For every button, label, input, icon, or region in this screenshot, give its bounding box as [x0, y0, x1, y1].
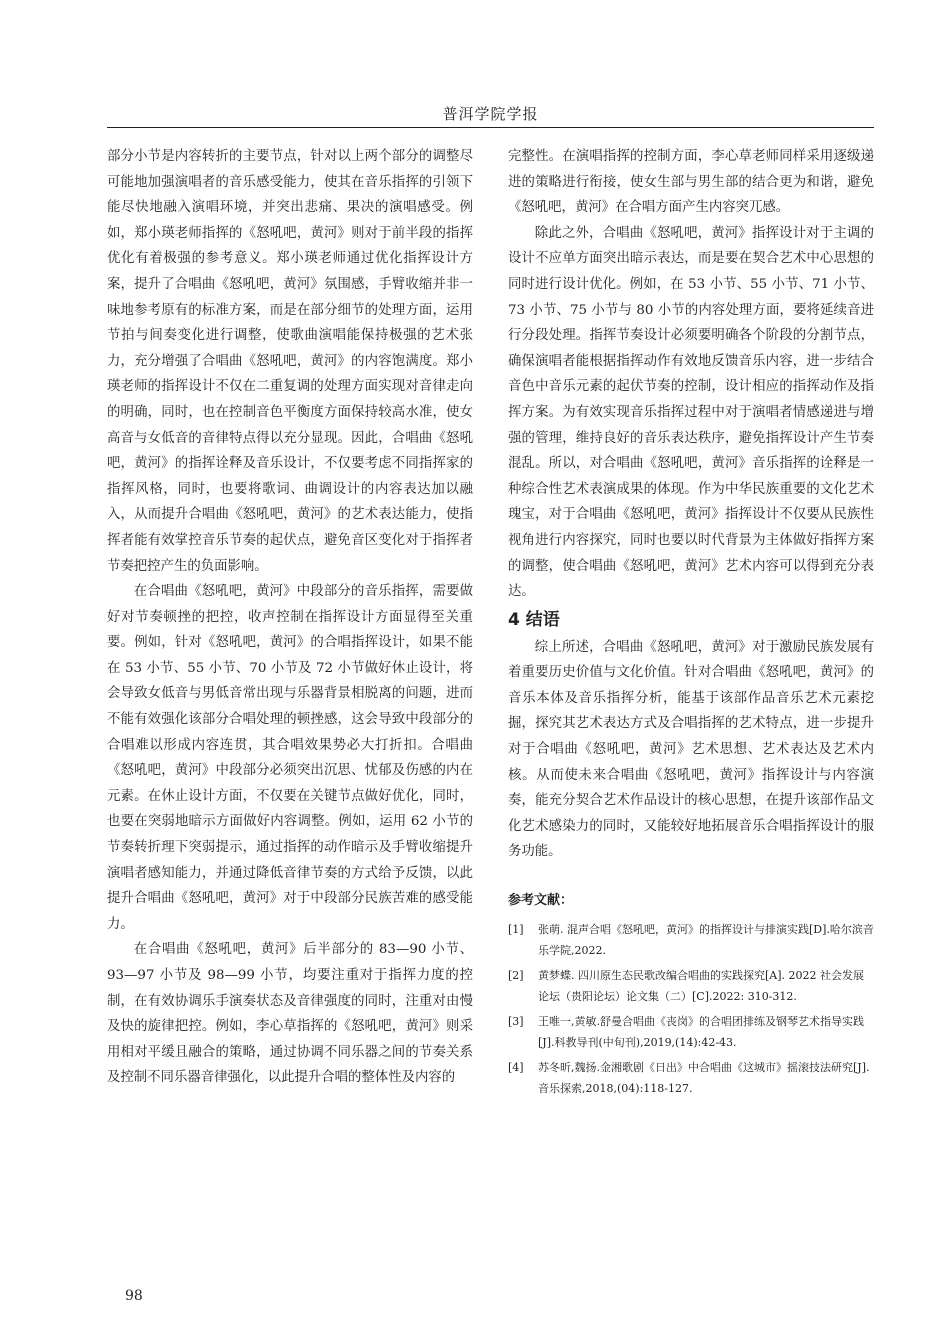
reference-number: [4]	[508, 1061, 524, 1075]
section-heading: 4 结语	[508, 609, 560, 630]
references-list	[508, 919, 874, 1099]
right-column	[508, 144, 874, 1103]
body-paragraph: 在合唱曲《怒吼吧，黄河》中段部分的音乐指挥，需要做好对节奏顿挫的把控，收声控制在指挥设计方面显得至关重要。例如，针对《怒吼吧，黄河》的合唱指挥设计，如果不能在 53 小节、55 小节、70 小节及 72 小节做好休止设计，将会导致女低音与男低音常出现与乐器背景相脱离的问题，进而不能有效强化该部分合唱处理的顿挫感，这会导致中段部分的合唱难以形成内容连贯，其合唱效果势必大打折扣。合唱曲《怒吼吧，黄河》中段部分必须突出沉思、忧郁及伤感的内在元素。在休止设计方面，不仅要在关键节点做好优化，同时，也要在突弱地暗示方面做好内容调整。例如，运用 62 小节的节奏转折理下突弱提示，通过指挥的动作暗示及手臂收缩提升演唱者感知能力，并通过降低音律节奏的方式给予反馈，以此提升合唱曲《怒吼吧，黄河》对于中段部分民族苦难的感受能力。	[107, 584, 473, 932]
reference-text: 王唯一,黄敏.舒曼合唱曲《丧岗》的合唱团排练及钢琴艺术指导实践[J].科教导刊(中旬刊),2019,(14):42-43.	[538, 1015, 864, 1050]
reference-item	[508, 1057, 874, 1099]
reference-number: [2]	[508, 969, 524, 983]
page-number: 98	[125, 1288, 143, 1304]
reference-text: 张萌. 混声合唱《怒吼吧，黄河》的指挥设计与排演实践[D].哈尔滨音乐学院,2022.	[538, 923, 874, 958]
body-paragraph: 除此之外，合唱曲《怒吼吧，黄河》指挥设计对于主调的设计不应单方面突出暗示表达，而是要在契合艺术中心思想的同时进行设计优化。例如，在 53 小节、55 小节、71 小节、73 小节、75 小节与 80 小节的内容处理方面，要将延续音进行分段处理。指挥节奏设计必须要明确各个阶段的分割节点，确保演唱者能根据指挥动作有效地反馈音乐内容，进一步结合音色中音乐元素的起伏节奏的控制，设计相应的指挥动作及指挥方案。为有效实现音乐指挥过程中对于演唱者情感递进与增强的管理，维持良好的音乐表达秩序，避免指挥设计产生节奏混乱。所以，对合唱曲《怒吼吧，黄河》音乐指挥的诠释是一种综合性艺术表演成果的体现。作为中华民族重要的文化艺术瑰宝，对于合唱曲《怒吼吧，黄河》指挥设计不仅要从民族性视角进行内容探究，同时也要以时代背景为主体做好指挥方案的调整，使合唱曲《怒吼吧，黄河》艺术内容可以得到充分表达。	[508, 225, 874, 600]
header-divider	[107, 127, 874, 128]
reference-text: 黄梦蝶. 四川原生态民歌改编合唱曲的实践探究[A]. 2022 社会发展论坛（贵阳论坛）论文集（二）[C].2022: 310-312.	[538, 969, 865, 1004]
references-title: 参考文献：	[508, 893, 574, 909]
reference-item	[508, 1011, 874, 1053]
body-paragraph: 在合唱曲《怒吼吧，黄河》后半部分的 83—90 小节、93—97 小节及 98—99 小节，均要注重对于指挥力度的控制，在有效协调乐手演奏状态及音律强度的同时，注重对由慢及快的旋律把控。例如，李心草指挥的《怒吼吧，黄河》则采用相对平缓且融合的策略，通过协调不同乐器之间的节奏关系及控制不同乐器音律强化，以此提升合唱的整体性及内容的	[107, 942, 473, 1086]
reference-text: 苏冬昕,魏扬.金湘歌剧《日出》中合唱曲《这城市》摇滚技法研究[J].音乐探索,2018,(04):118-127.	[538, 1061, 870, 1096]
body-paragraph: 部分小节是内容转折的主要节点，针对以上两个部分的调整尽可能地加强演唱者的音乐感受能力，使其在音乐指挥的引领下能尽快地融入演唱环境，并突出悲痛、果决的演唱感受。例如，郑小瑛老师指挥的《怒吼吧，黄河》则对于前半段的指挥优化有着极强的参考意义。郑小瑛老师通过优化指挥设计方案，提升了合唱曲《怒吼吧，黄河》氛围感，手臂收缩并非一味地参考原有的标准方案，而是在部分细节的处理方面，运用节拍与间奏变化进行调整，使歌曲演唱能保持极强的艺术张力，充分增强了合唱曲《怒吼吧，黄河》的内容饱满度。郑小瑛老师的指挥设计不仅在二重复调的处理方面实现对音律走向的明确，同时，也在控制音色平衡度方面保持较高水准，使女高音与女低音的音律特点得以充分显现。因此，合唱曲《怒吼吧，黄河》的指挥诠释及音乐设计，不仅要考虑不同指挥家的指挥风格，同时，也要将歌词、曲调设计的内容表达加以融入，从而提升合唱曲《怒吼吧，黄河》的艺术表达能力，使指挥者能有效掌控音乐节奏的起伏点，避免音区变化对于指挥者节奏把控产生的负面影响。	[107, 149, 473, 574]
reference-number: [3]	[508, 1015, 524, 1029]
reference-item	[508, 919, 874, 961]
body-paragraph: 完整性。在演唱指挥的控制方面，李心草老师同样采用逐级递进的策略进行衔接，使女生部与男生部的结合更为和谐，避免《怒吼吧，黄河》在合唱方面产生内容突兀感。	[508, 149, 874, 216]
reference-item	[508, 965, 874, 1007]
left-column	[107, 144, 473, 1091]
conclusion-paragraph: 综上所述，合唱曲《怒吼吧，黄河》对于激励民族发展有着重要历史价值与文化价值。针对合唱曲《怒吼吧，黄河》的音乐本体及音乐指挥分析，能基于该部作品音乐艺术元素挖掘，探究其艺术表达方式及合唱指挥的艺术特点，进一步提升对于合唱曲《怒吼吧，黄河》艺术思想、艺术表达及艺术内核。从而使未来合唱曲《怒吼吧，黄河》指挥设计与内容演奏，能充分契合艺术作品设计的核心思想，在提升该部作品文化艺术感染力的同时，又能较好地拓展音乐合唱指挥设计的服务功能。	[508, 639, 874, 860]
reference-number: [1]	[508, 923, 524, 937]
journal-title: 普洱学院学报	[442, 105, 539, 123]
